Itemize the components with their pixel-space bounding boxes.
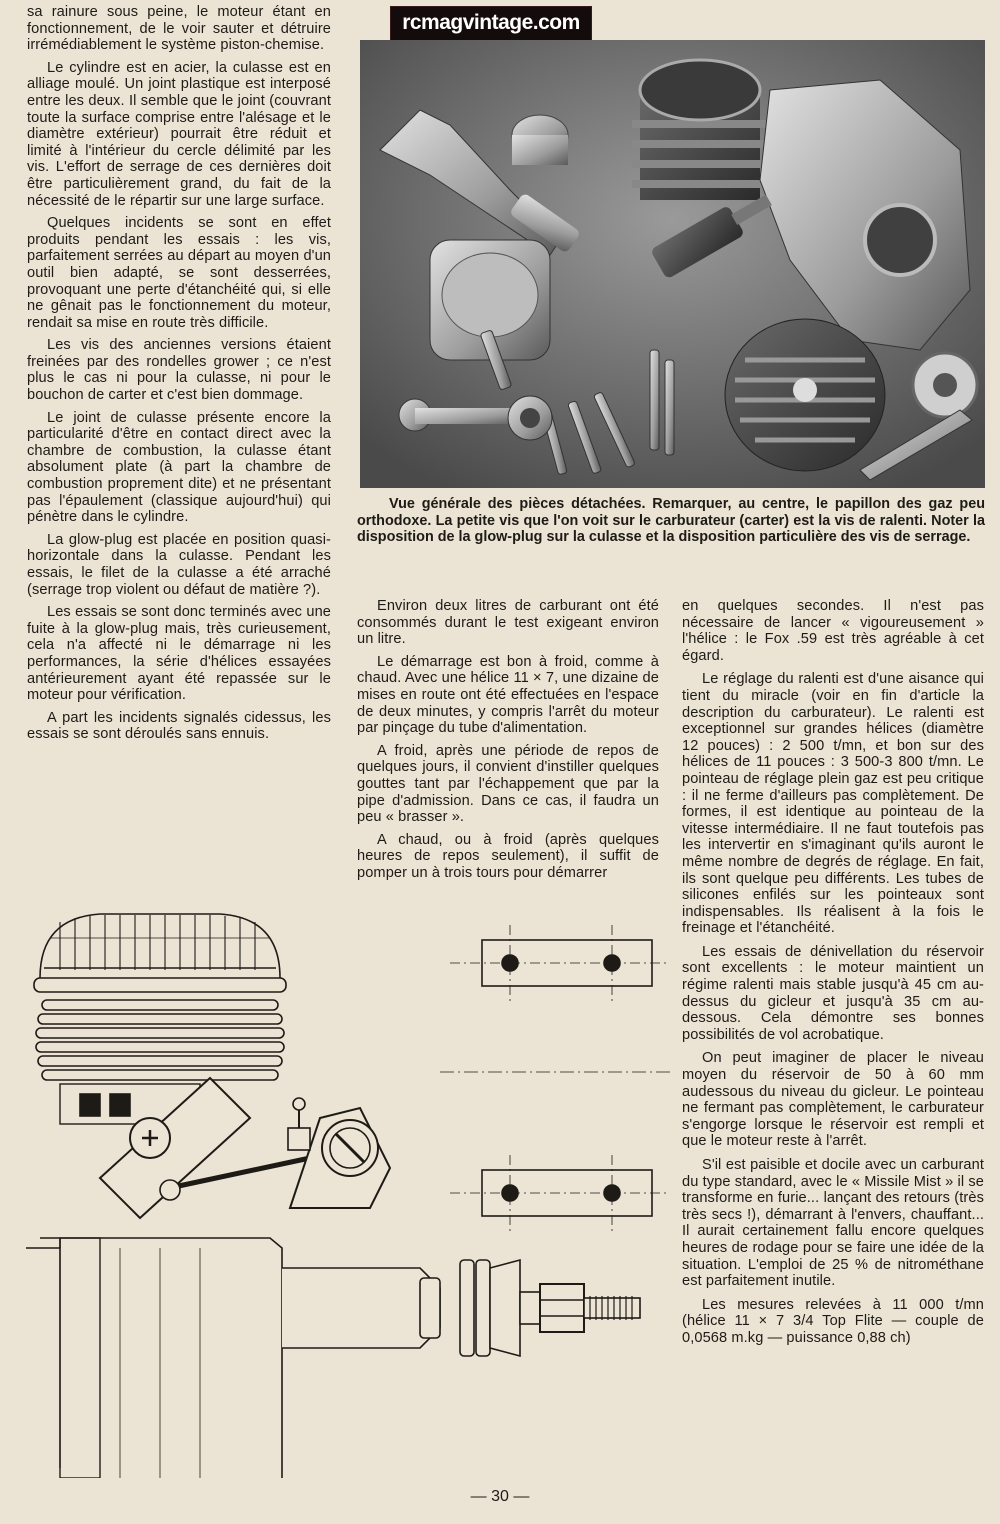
paragraph: Environ deux litres de carburant ont été consommés durant le test exigeant environ un litre.: [357, 598, 659, 648]
paragraph: A part les incidents signalés cidessus, les essais se sont déroulés sans ennuis.: [27, 709, 331, 743]
cylinder-head: [34, 914, 286, 992]
paragraph: Les vis des anciennes versions étaient freinées par des rondelles grower ; ce n'est plus le cas ni pour la culasse, ni pour le bouchon de carter et c'est bien dommage.: [27, 337, 331, 404]
photo-caption: Vue générale des pièces détachées. Remarquer, au centre, le papillon des gaz peu orthodoxe. La petite vis que l'on voit sur le carburateur (carter) est la vis de ralenti. Noter la disposition de la glow-plug sur la culasse et la disposition particulière des vis de serrage.: [357, 496, 985, 546]
paragraph: On peut imaginer de placer le niveau moyen du réservoir de 50 à 60 mm audessous du niveau du gicleur. Le pointeau ne fermant pas complètement, le carburateur s'engorge lorsque le réservoir est rempli et que le moteur reste à l'arrêt.: [682, 1050, 984, 1150]
paragraph: Les essais se sont donc terminés avec une fuite à la glow-plug mais, très curieusement, cela n'a affecté ni le démarrage ni les performances, la série d'hélices essayées antérieurement ayant été repassée sur le moteur pour vérification.: [27, 604, 331, 704]
article-column-right: [682, 598, 984, 1354]
page-number: — 30 —: [470, 1488, 530, 1505]
paragraph: Le joint de culasse présente encore la particularité d'être en contact direct avec la chambre de combustion, la culasse étant absolument plate (à part la chambre de combustion proprement dite) et ne présentant pas l'épaulement (classique aujourd'hui) qui pénètre dans le cylindre.: [27, 409, 331, 526]
article-column-middle: [357, 598, 659, 888]
cylinder-fins: [36, 1000, 284, 1080]
engine-parts-photo: [360, 40, 985, 488]
logo-title: rcmagvintage.com: [402, 11, 580, 34]
paragraph: Les essais de dénivellation du réservoir sont excellents : le moteur maintient un régime ralenti mais stable jusqu'à 45 cm au-dessus du gicleur et jusqu'à 35 cm au-dessous. Cela démontre ses bonnes possibilités de vol acrobatique.: [682, 943, 984, 1043]
article-column-left: [27, 4, 331, 749]
paragraph: Les mesures relevées à 11 000 t/mn (hélice 11 × 7 3/4 Top Flite — couple de 0,0568 m.kg — puissance 0,88 ch): [682, 1296, 984, 1346]
paragraph: La glow-plug est placée en position quasi-horizontale dans la culasse. Pendant les essais, le filet de la culasse a été arraché (serrage trop violent ou défaut de matière ?).: [27, 531, 331, 598]
paragraph: Le cylindre est en acier, la culasse est en alliage moulé. Un joint plastique est interposé entre les deux. Il semble que le joint (couvrant toute la surface comprise entre l'alésage et le diamètre extérieur) pourrait être réduit et limité à l'intérieur du cercle délimité par les vis. L'effort de serrage de ces dernières doit être particulièrement grand, du fait de la nécessité de le répartir sur une large surface.: [27, 59, 331, 209]
paragraph: S'il est paisible et docile avec un carburant du type standard, avec le « Missile Mist » il se transforme en furie... lançant des retours (très très secs !), démarrant à l'envers, chauffant... Il aurait certainement fallu encore quelques heures de rodage pour se faire une idée de la situation. L'emploi de 25 % de nitrométhane est parfaitement inutile.: [682, 1157, 984, 1290]
paragraph: sa rainure sous peine, le moteur étant en fonctionnement, de le voir sauter et détruire irrémédiablement le système piston-chemise.: [27, 4, 331, 54]
paragraph: Quelques incidents se sont en effet produits pendant les essais : les vis, parfaitement serrées au départ au moyen d'un outil bien adapté, se sont desserrées, provoquant une perte d'étanchéité qui, si elle ne gênait pas le fonctionnement du moteur, rendait sa mise en route très difficile.: [27, 215, 331, 331]
engine-drawing: [20, 908, 660, 1478]
paragraph: Le démarrage est bon à froid, comme à chaud. Avec une hélice 11 × 7, une dizaine de mises en route ont été effectuées en l'espace de deux minutes, y compris l'arrêt du moteur par pinçage du tube d'alimentation.: [357, 653, 659, 737]
paragraph: A froid, après une période de repos de quelques jours, il convient d'instiller quelques gouttes tant par l'échappement que par la pipe d'admission. Dans ce cas, il faudra un peu « brasser ».: [357, 742, 659, 826]
paragraph: Le réglage du ralenti est d'une aisance qui tient du miracle (voir en fin d'article la description du carburateur). Le ralenti est exceptionnel sur grandes hélices (diamètre 12 pouces) : 2 500 t/mn, et bon sur des hélices de 11 pouces : 3 500-3 800 t/mn. Le pointeau de réglage plein gaz est peu critique : il ne ferme d'ailleurs pas complètement. De formes, il est identique au pointeau de la vitesse intermédiaire. Il ne faut toutefois pas les intervertir en s'imaginant qu'ils auront le même nombre de degrés de réglage. En fait, ils sont quelque peu différents. Les tubes de silicones enfilés sur les pointeaux sont indispensables. Ils réalisent à la fois le freinage et l'étanchéité.: [682, 671, 984, 937]
paragraph: en quelques secondes. Il n'est pas nécessaire de lancer « vigoureusement » l'hélice : le Fox .59 est très agréable à cet égard.: [682, 598, 984, 664]
paragraph: A chaud, ou à froid (après quelques heures de repos seulement), il suffit de pomper un à trois tours pour démarrer: [357, 831, 659, 881]
